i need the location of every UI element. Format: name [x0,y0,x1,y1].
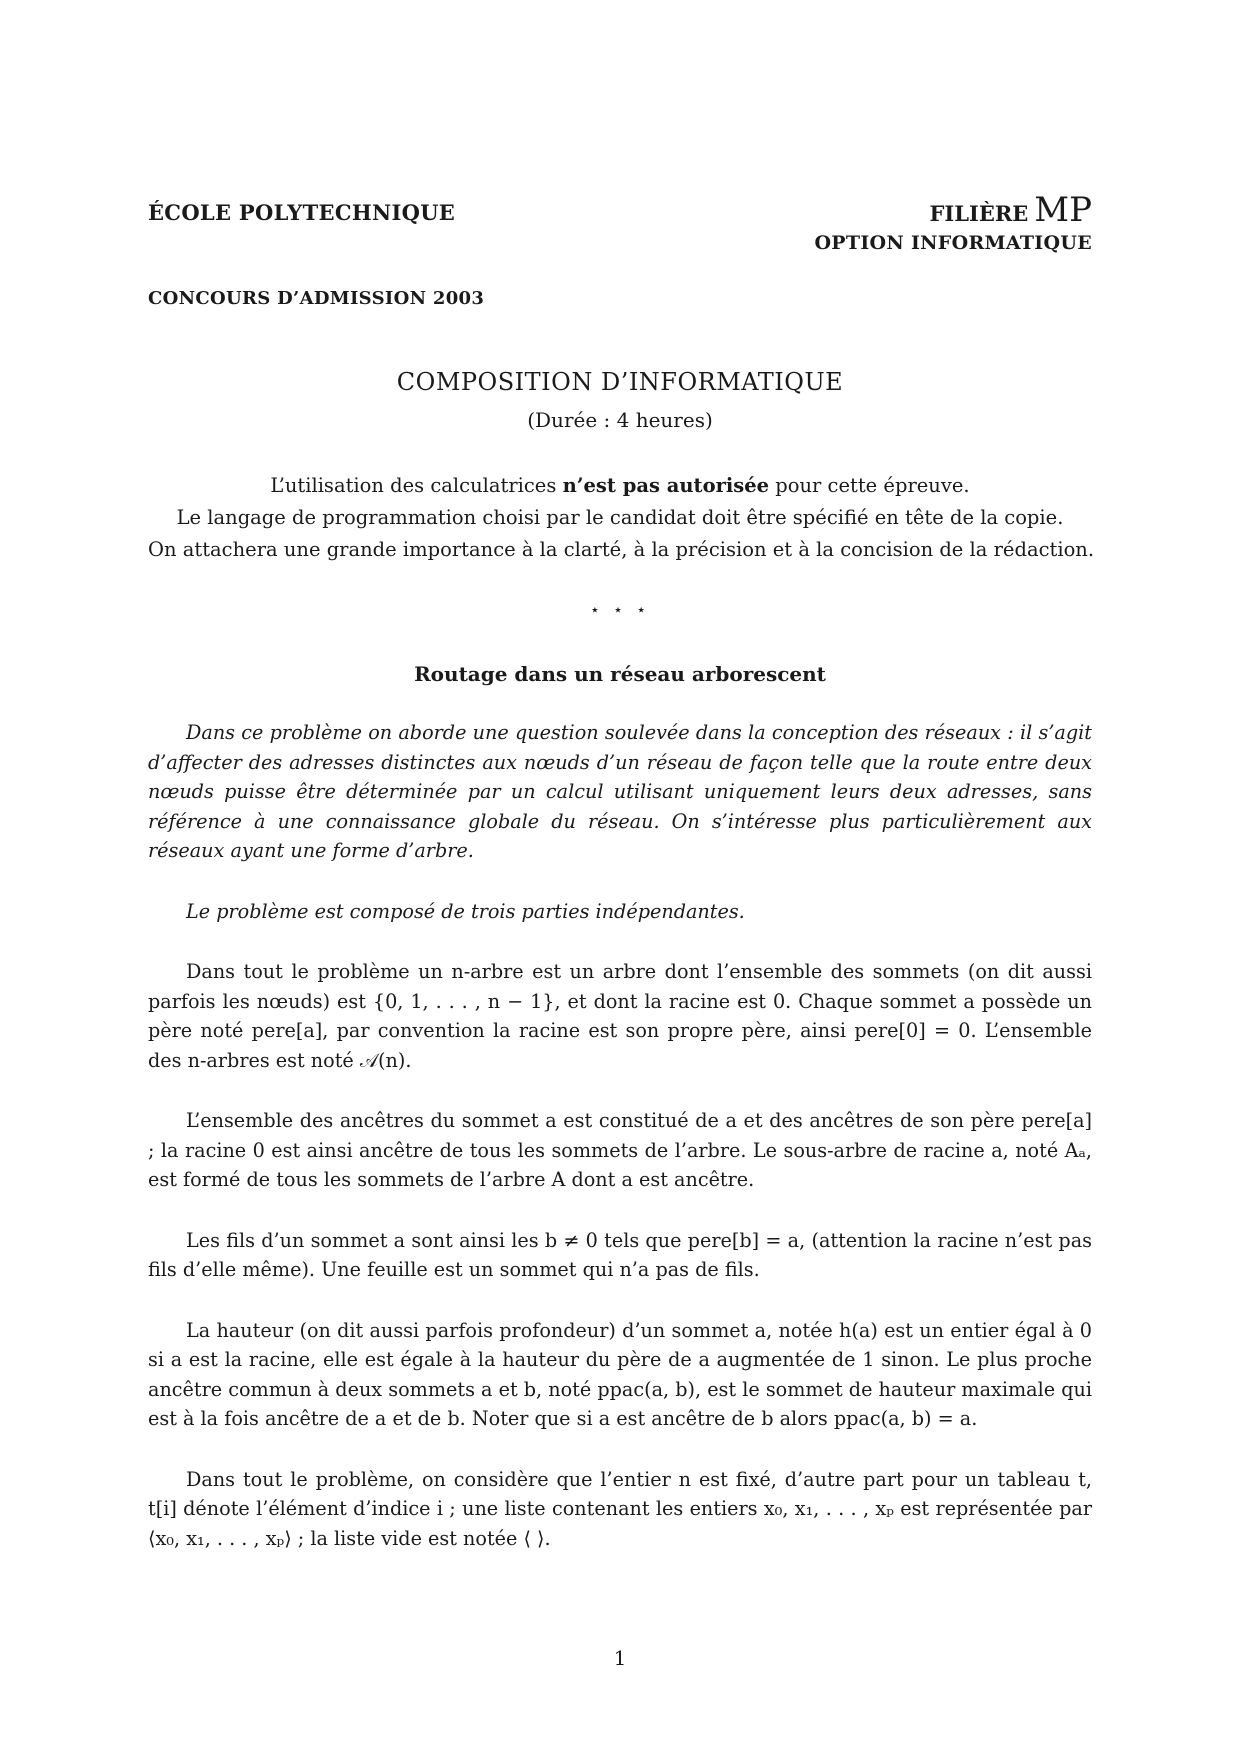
paragraph-notations: Dans tout le problème, on considère que l’entier n est fixé, d’autre part pour un tableau t, t[i] dénote l’élément d’indice i ; une liste contenant les entiers x₀, x₁, . . . , xₚ est représentée par ⟨x₀, x₁, . . . , xₚ⟩ ; la liste vide est notée ⟨ ⟩. [148,1467,1092,1550]
paragraph-hauteur: La hauteur (on dit aussi parfois profondeur) d’un sommet a, notée h(a) est un entier égal à 0 si a est la racine, elle est égale à la hauteur du père de a augmentée de 1 sinon. Le plus proche ancêtre commun à deux sommets a et b, noté ppac(a, b), est le sommet de hauteur maximale qui est à la fois ancêtre de a et de b. Noter que si a est ancêtre de b alors ppac(a, b) = a. [148,1318,1092,1430]
paragraph-intro: Dans ce problème on aborde une question soulevée dans la conception des réseaux : il s’agit d’affecter des adresses distinctes aux nœuds d’un réseau de façon telle que la route entre deux nœuds puisse être déterminée par un calcul utilisant uniquement leurs deux adresses, sans référence à une connaissance globale du réseau. On s’intéresse plus particulièrement aux réseaux ayant une forme d’arbre. [148,721,1092,862]
instruction-line-2: Le langage de programmation choisi par le candidat doit être spécifié en tête de la copie. [176,506,1064,529]
exam-duration: (Durée : 4 heures) [527,408,713,432]
page-number: 1 [613,1646,627,1670]
problem-body [148,718,1092,1584]
school-name: ÉCOLE POLYTECHNIQUE [148,200,456,225]
instruction-line-3: On attachera une grande importance à la clarté, à la précision et à la concision de la rédaction. [148,538,1095,561]
filiere-label: FILIÈRE [929,201,1029,226]
instruction-line-1: L’utilisation des calculatrices n’est pas autorisée pour cette épreuve. [270,474,970,497]
instructions [148,470,1095,566]
instruction-emphasis: n’est pas autorisée [562,474,770,497]
separator: ⋆ ⋆ ⋆ [589,600,651,619]
filiere-code: MP [1034,190,1092,230]
section-title: Routage dans un réseau arborescent [414,662,826,686]
paragraph-ancetres: L’ensemble des ancêtres du sommet a est constitué de a et des ancêtres de son père pere[a] ; la racine 0 est ainsi ancêtre de tous les sommets de l’arbre. Le sous-arbre de racine a, noté Aₐ, est formé de tous les sommets de l’arbre A dont a est ancêtre. [148,1109,1092,1191]
paragraph-fils: Les fils d’un sommet a sont ainsi les b ≠ 0 tels que pere[b] = a, (attention la racine n’est pas fils d’elle même). Une feuille est un sommet qui n’a pas de fils. [148,1228,1092,1281]
filiere-block [814,190,1092,254]
option-label: OPTION INFORMATIQUE [814,232,1092,254]
concours-label: CONCOURS D’ADMISSION 2003 [148,288,485,309]
paragraph-n-arbre: Dans tout le problème un n-arbre est un arbre dont l’ensemble des sommets (on dit aussi parfois les nœuds) est {0, 1, . . . , n − 1}, et dont la racine est 0. Chaque sommet a possède un père noté pere[a], par convention la racine est son propre père, ainsi pere[0] = 0. L’ensemble des n-arbres est noté 𝒜(n). [148,960,1092,1072]
exam-title: COMPOSITION D’INFORMATIQUE [396,368,844,396]
paragraph-structure: Le problème est composé de trois parties indépendantes. [186,899,745,923]
